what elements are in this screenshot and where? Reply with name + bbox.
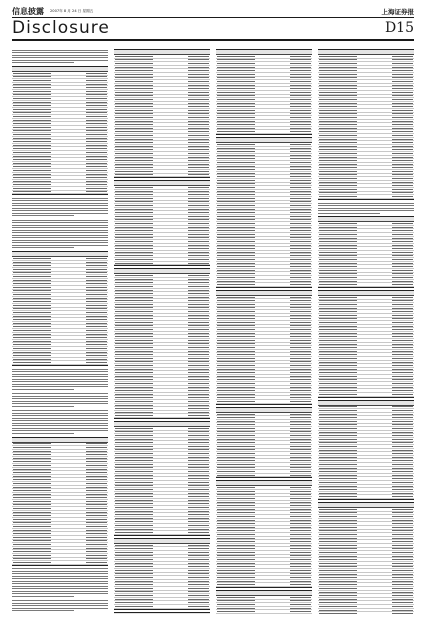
text-paragraph — [12, 368, 108, 391]
text-paragraph — [12, 197, 108, 217]
financial-table — [216, 407, 312, 479]
text-line — [12, 405, 108, 408]
table-row — [114, 174, 210, 178]
financial-table — [318, 49, 414, 200]
financial-table — [114, 612, 210, 615]
financial-table — [318, 400, 414, 500]
table-row — [318, 195, 414, 199]
masthead-bottom-rule — [12, 39, 414, 41]
financial-table — [114, 421, 210, 536]
financial-table — [216, 137, 312, 288]
disclosure-columns — [12, 48, 414, 614]
table-row — [318, 495, 414, 499]
issue-date: 2007年 8 月 24 日 星期五 — [50, 8, 94, 13]
table-row — [12, 561, 108, 565]
table-header — [114, 613, 210, 615]
table-row — [318, 283, 414, 287]
financial-table — [216, 480, 312, 588]
text-line — [12, 432, 108, 435]
table-row — [114, 531, 210, 535]
table-row — [216, 400, 312, 404]
financial-table — [216, 590, 312, 614]
financial-table — [318, 216, 414, 288]
text-line — [12, 388, 108, 391]
text-line — [12, 215, 108, 218]
financial-table — [318, 290, 414, 398]
financial-table — [12, 251, 108, 366]
column-3 — [216, 48, 312, 614]
column-4 — [318, 48, 414, 614]
table-row — [12, 361, 108, 365]
text-paragraph — [12, 568, 108, 598]
financial-table — [114, 268, 210, 419]
text-paragraph — [12, 600, 108, 613]
text-paragraph — [12, 393, 108, 408]
table-row — [216, 283, 312, 287]
masthead — [12, 6, 414, 48]
table-row — [318, 612, 414, 614]
text-paragraph — [318, 202, 414, 215]
financial-table — [114, 538, 210, 610]
table-row — [114, 262, 210, 266]
text-line — [12, 247, 108, 250]
section-title-en: Disclosure — [12, 18, 110, 38]
text-line — [12, 610, 108, 613]
table-row — [114, 605, 210, 609]
table-row — [216, 474, 312, 478]
financial-table — [114, 49, 210, 178]
text-paragraph — [12, 219, 108, 249]
page-number: D15 — [384, 20, 414, 36]
table-row — [216, 130, 312, 134]
financial-table — [12, 66, 108, 195]
financial-table — [216, 49, 312, 135]
newspaper-name: 上海证券报 — [381, 8, 414, 16]
financial-table — [216, 290, 312, 405]
masthead-top-line — [12, 6, 414, 16]
column-2 — [114, 48, 210, 614]
text-line — [12, 595, 108, 598]
table-row — [12, 191, 108, 195]
section-title-cn: 信息披露 — [12, 5, 44, 16]
column-1 — [12, 48, 108, 614]
text-line — [318, 212, 414, 215]
financial-table — [318, 502, 414, 614]
text-line — [12, 62, 108, 65]
text-paragraph — [12, 410, 108, 435]
text-paragraph — [12, 49, 108, 64]
financial-table — [12, 437, 108, 566]
table-row — [114, 414, 210, 418]
financial-table — [114, 180, 210, 266]
table-row — [318, 393, 414, 397]
table-row — [216, 583, 312, 587]
